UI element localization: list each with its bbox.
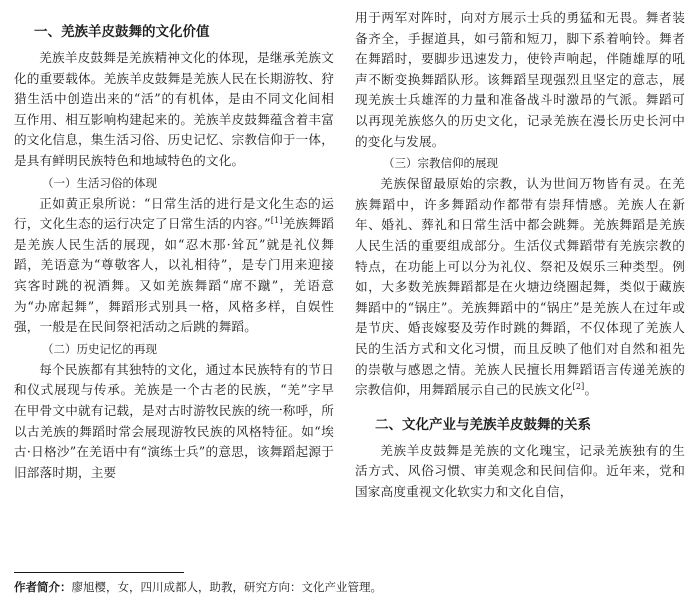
subsection-3-text: 羌族保留最原始的宗教，认为世间万物皆有灵。在羌族舞蹈中，许多舞蹈动作都带有崇拜情感。羌族人在新年、婚礼、葬礼和日常生活中都会跳舞。羌族舞蹈是羌族人民生活的重要组成部分。生活仪式舞蹈带有羌族宗教的特点，在功能上可以分为礼仪、祭祀及娱乐三种类型。例如，大多数羌族舞蹈都是在火塘边绕圈起舞，类似于藏族舞蹈中的“锅庄”。羌族舞蹈中的“锅庄”是羌族人在过年或是节庆、婚丧嫁娶及劳作时跳的舞蹈，不仅体现了羌族人民的生活方式和文化习惯，而且反映了他们对自然和祖先的崇敬与感恩之情。羌族人民擅长用舞蹈语言传递羌族的宗教信仰，用舞蹈展示自己的民族文化	[355, 176, 685, 398]
subsection-2-paragraph: 每个民族都有其独特的文化，通过本民族特有的节日和仪式展现与传承。羌族是一个古老的民族，“羌”字早在甲骨文中就有记载，是对古时游牧民族的统一称呼，所以古羌族的舞蹈时常会展现游牧民族的风格特征。如“埃古·日格沙”在羌语中有“演练士兵”的意思，该舞蹈起源于旧部落时期，主要	[14, 361, 334, 480]
section-2-paragraph: 羌族羊皮鼓舞是羌族的文化瑰宝，记录羌族独有的生活方式、风俗习惯、审美观念和民间信仰。近年来，党和国家高度重视文化软实力和文化自信，	[355, 442, 685, 499]
author-label: 作者简介：	[14, 580, 72, 594]
citation-1: [1]	[270, 215, 283, 225]
subsection-1-paragraph	[14, 194, 334, 338]
left-column	[14, 8, 334, 483]
section-2-heading: 二、文化产业与羌族羊皮鼓舞的关系	[375, 416, 591, 433]
subsection-1-text-b: 羌族舞蹈是羌族人民生活的展现，如“忍木那·耸瓦”就是礼仪舞蹈，羌语意为“尊敬客人，以礼相待”，是专门用来迎接宾客时跳的祝酒舞。又如羌族舞蹈“席不蹴”，羌语意为“办席起舞”，舞蹈形式别具一格，风格多样，自娱性强，一般是在民间祭祀活动之后跳的舞蹈。	[14, 216, 334, 335]
intro-paragraph: 羌族羊皮鼓舞是羌族精神文化的体现，是继承羌族文化的重要载体。羌族羊皮鼓舞是羌族人民在长期游牧、狩猎生活中创造出来的“活”的有机体，是由不同文化间相互作用、相互影响构建起来的。羌族羊皮鼓舞蕴含着丰富的文化信息，集生活习俗、历史记忆、宗教信仰于一体，是具有鲜明民族特色和地域特色的文化。	[14, 50, 334, 168]
subsection-2-heading: （二）历史记忆的再现	[42, 341, 157, 356]
subsection-3-text-end: 。	[584, 382, 598, 398]
subsection-1-text-a: 正如黄正泉所说：“日常生活的进行是文化生态的运行，文化生态的运行决定了日常生活的内容。”	[14, 195, 334, 232]
right-column	[355, 8, 685, 502]
section-1-heading: 一、羌族羊皮鼓舞的文化价值	[34, 24, 210, 40]
citation-2: [2]	[572, 381, 585, 391]
subsection-3-paragraph	[355, 174, 685, 401]
author-footnote	[14, 578, 382, 596]
author-info: 廖旭樱，女，四川成都人，助教，研究方向：文化产业管理。	[71, 580, 382, 594]
subsection-1-heading: （一）生活习俗的体现	[42, 175, 157, 190]
footnote-rule	[14, 572, 184, 573]
continued-paragraph: 用于两军对阵时，向对方展示士兵的勇猛和无畏。舞者装备齐全，手握道具，如弓箭和短刀，脚下系着响铃。舞者在舞蹈时，要脚步迅速发力，使铃声响起，伴随雄厚的吼声不断变换舞蹈队形。该舞蹈呈现强烈且坚定的意志，展现羌族士兵雄浑的力量和准备战斗时激昂的气派。舞蹈可以再现羌族悠久的历史文化，记录羌族在漫长历史长河中的变化与发展。	[355, 10, 685, 149]
subsection-3-heading: （三）宗教信仰的展现	[383, 156, 498, 171]
